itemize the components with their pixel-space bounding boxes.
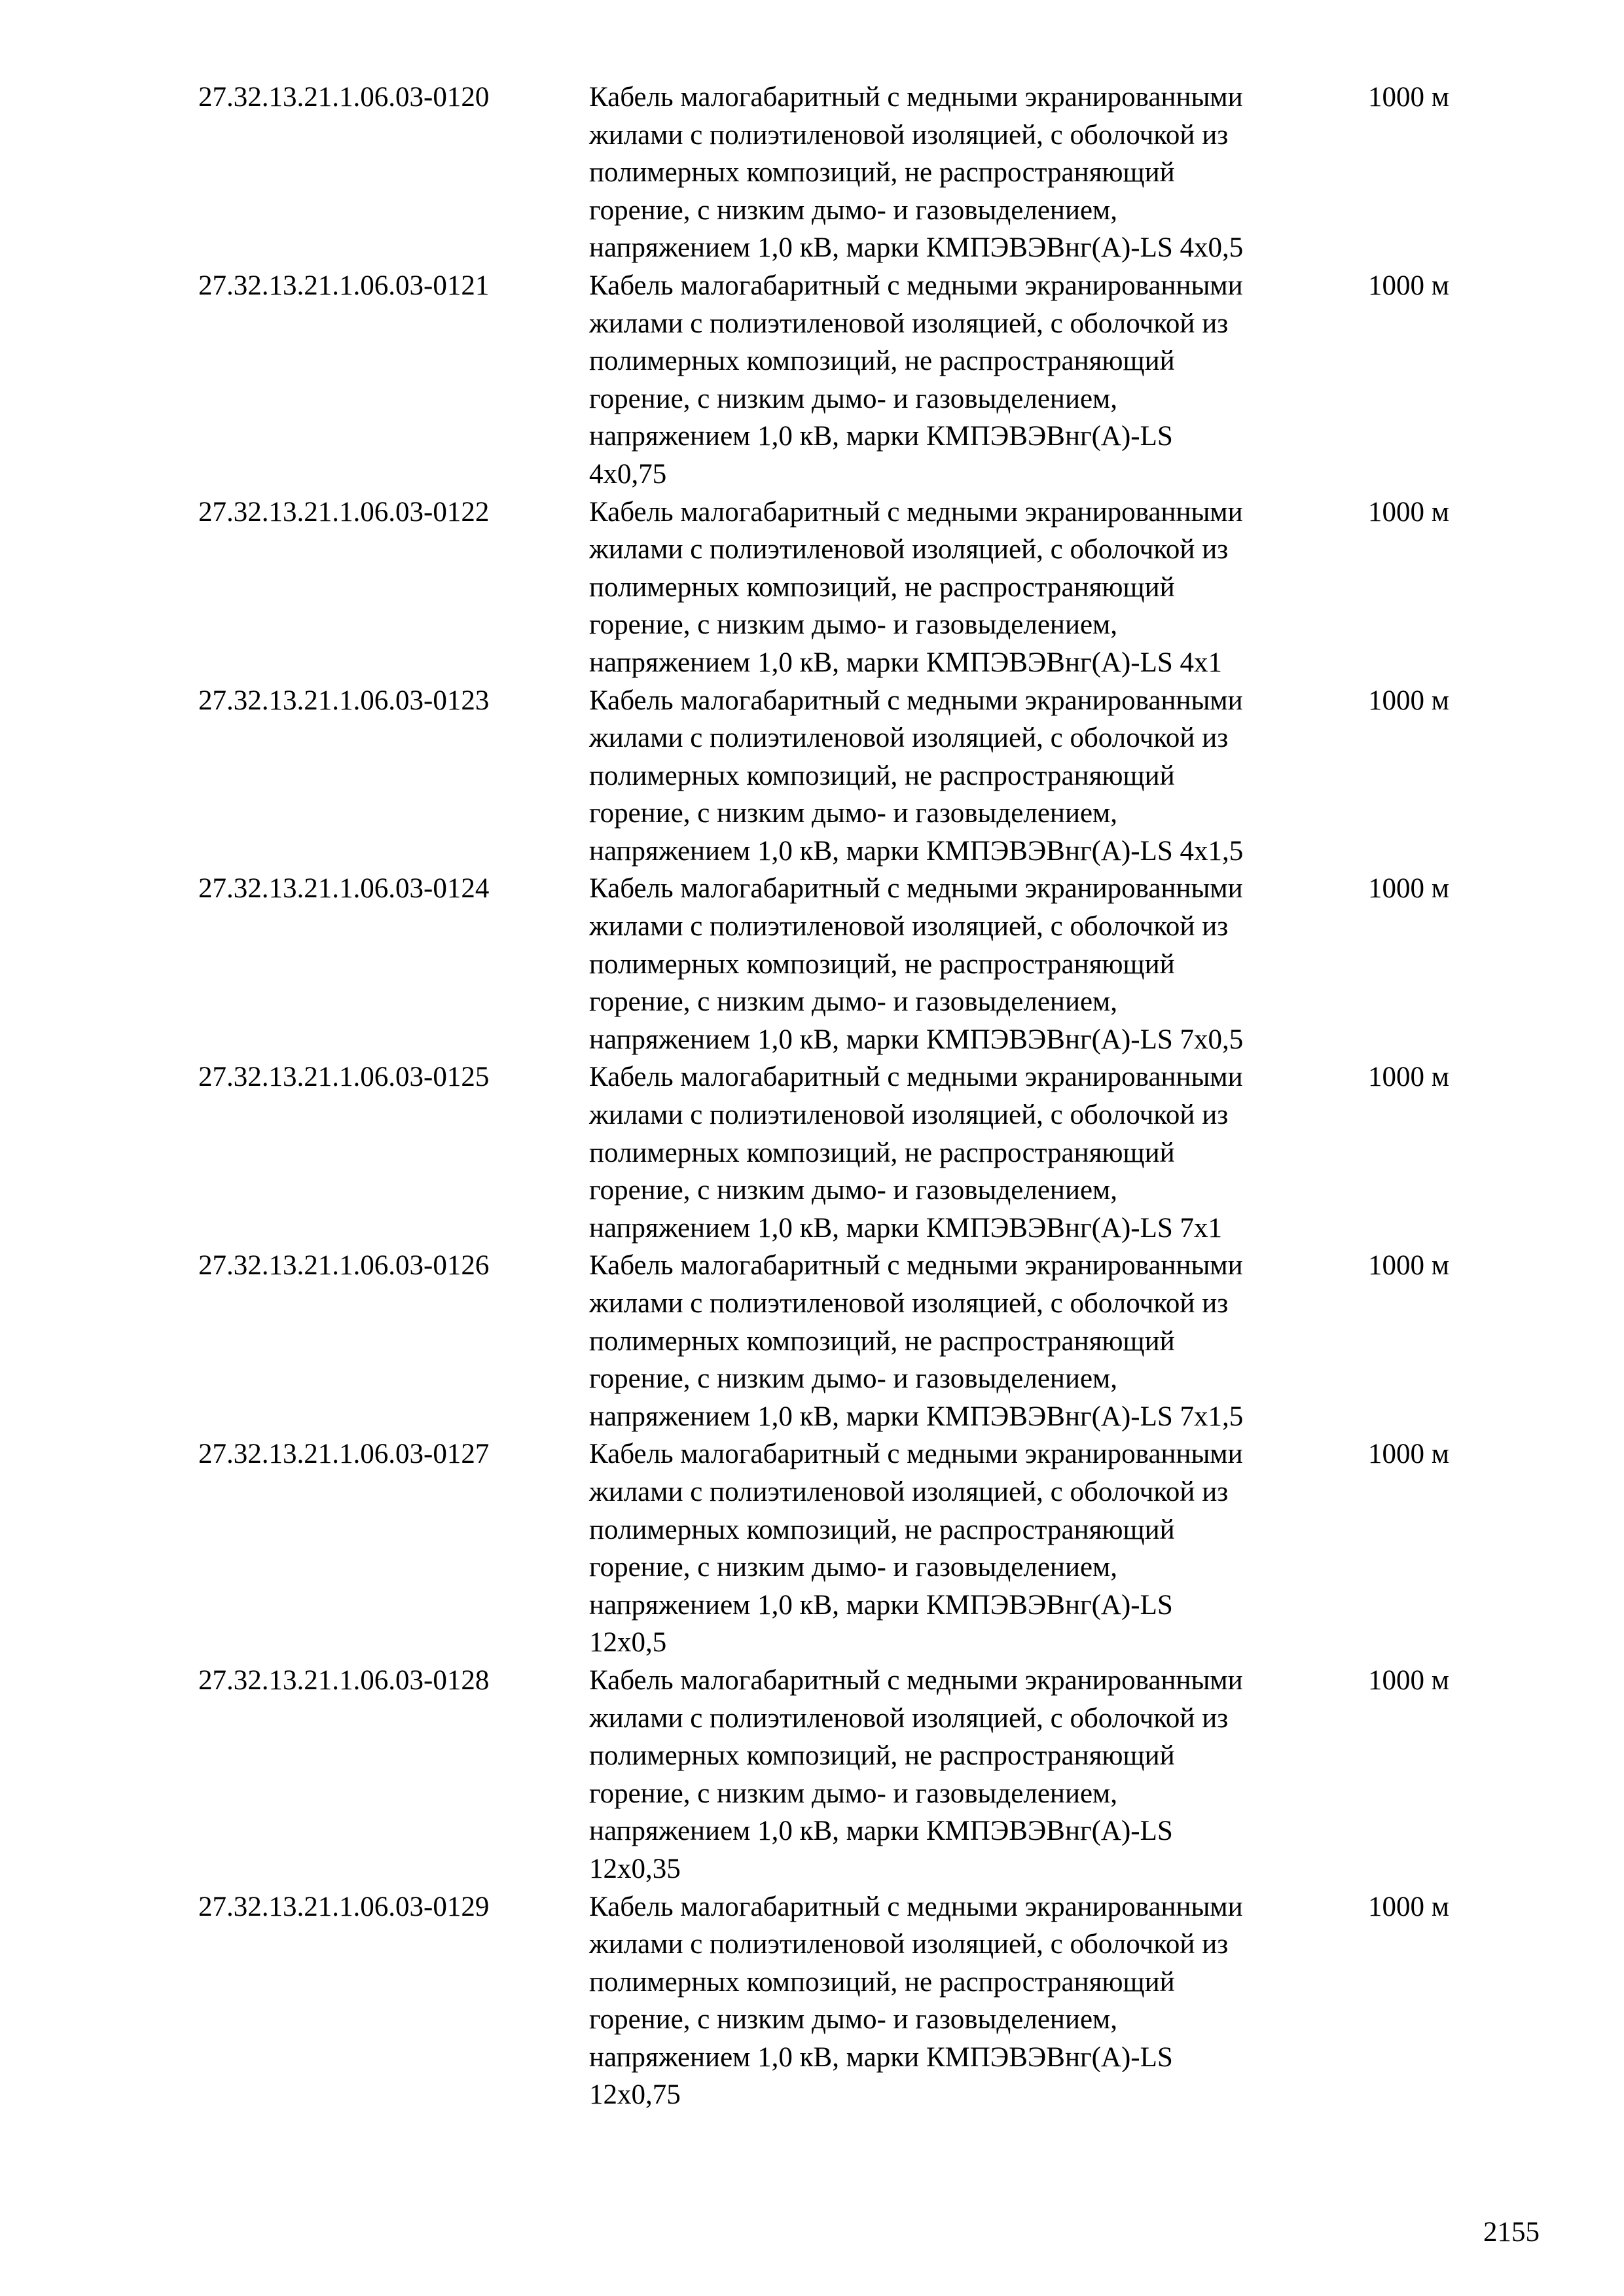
resource-code: 27.32.13.21.1.06.03-0124 bbox=[198, 873, 490, 905]
description-line: 12х0,75 bbox=[589, 2079, 681, 2111]
description-line: горение, с низким дымо- и газовыделением, bbox=[589, 2004, 1118, 2036]
resource-description bbox=[589, 1662, 1362, 1888]
description-line: полимерных композиций, не распространяющий bbox=[589, 571, 1175, 603]
description-line: напряжением 1,0 кВ, марки КМПЭВЭВнг(А)-LS 4х0,5 bbox=[589, 232, 1244, 264]
description-line: горение, с низким дымо- и газовыделением, bbox=[589, 1552, 1118, 1583]
resource-code: 27.32.13.21.1.06.03-0125 bbox=[198, 1062, 490, 1093]
description-line: полимерных композиций, не распространяющий bbox=[589, 157, 1175, 188]
resource-description bbox=[589, 267, 1362, 493]
description-line: горение, с низким дымо- и газовыделением, bbox=[589, 609, 1118, 641]
description-line: напряжением 1,0 кВ, марки КМПЭВЭВнг(А)-LS bbox=[589, 1589, 1173, 1621]
description-line: Кабель малогабаритный с медными экранированными bbox=[589, 270, 1243, 301]
description-line: горение, с низким дымо- и газовыделением, bbox=[589, 383, 1118, 414]
description-line: 12х0,5 bbox=[589, 1627, 667, 1659]
description-line: напряжением 1,0 кВ, марки КМПЭВЭВнг(А)-LS bbox=[589, 1816, 1173, 1847]
description-line: Кабель малогабаритный с медными экранированными bbox=[589, 1439, 1243, 1470]
description-line: полимерных композиций, не распространяющий bbox=[589, 1137, 1175, 1168]
description-line: жилами с полиэтиленовой изоляцией, с оболочкой из bbox=[589, 1929, 1229, 1960]
resource-entry bbox=[198, 79, 1481, 267]
description-line: горение, с низким дымо- и газовыделением, bbox=[589, 1778, 1118, 1809]
resource-description bbox=[589, 682, 1362, 870]
description-line: жилами с полиэтиленовой изоляцией, с оболочкой из bbox=[589, 1476, 1229, 1507]
description-line: 12х0,35 bbox=[589, 1853, 681, 1884]
description-line: полимерных композиций, не распространяющий bbox=[589, 1966, 1175, 1998]
description-line: Кабель малогабаритный с медными экранированными bbox=[589, 873, 1243, 905]
description-line: полимерных композиций, не распространяющий bbox=[589, 1325, 1175, 1357]
resource-unit: 1000 м bbox=[1368, 1439, 1449, 1470]
resource-entry bbox=[198, 1247, 1481, 1435]
description-line: жилами с полиэтиленовой изоляцией, с оболочкой из bbox=[589, 1100, 1229, 1131]
resource-description bbox=[589, 1888, 1362, 2115]
resource-description bbox=[589, 493, 1362, 682]
resource-entry bbox=[198, 1058, 1481, 1247]
description-line: напряжением 1,0 кВ, марки КМПЭВЭВнг(А)-LS 4х1 bbox=[589, 647, 1223, 678]
resource-unit: 1000 м bbox=[1368, 1250, 1449, 1282]
resource-code: 27.32.13.21.1.06.03-0129 bbox=[198, 1891, 490, 1922]
description-line: жилами с полиэтиленовой изоляцией, с оболочкой из bbox=[589, 723, 1229, 754]
resource-entry bbox=[198, 682, 1481, 870]
description-line: горение, с низким дымо- и газовыделением, bbox=[589, 1175, 1118, 1206]
resource-description bbox=[589, 870, 1362, 1058]
resource-entry bbox=[198, 493, 1481, 682]
resource-code: 27.32.13.21.1.06.03-0121 bbox=[198, 270, 490, 301]
description-line: жилами с полиэтиленовой изоляцией, с оболочкой из bbox=[589, 1288, 1229, 1319]
resource-entry bbox=[198, 1662, 1481, 1888]
resource-description bbox=[589, 79, 1362, 267]
description-line: полимерных композиций, не распространяющий bbox=[589, 1514, 1175, 1545]
description-line: жилами с полиэтиленовой изоляцией, с оболочкой из bbox=[589, 1702, 1229, 1734]
resource-unit: 1000 м bbox=[1368, 1664, 1449, 1696]
resource-entry bbox=[198, 1435, 1481, 1662]
resource-code: 27.32.13.21.1.06.03-0128 bbox=[198, 1664, 490, 1696]
resource-entry bbox=[198, 1888, 1481, 2115]
resource-description bbox=[589, 1435, 1362, 1662]
description-line: Кабель малогабаритный с медными экранированными bbox=[589, 685, 1243, 716]
resource-unit: 1000 м bbox=[1368, 685, 1449, 716]
description-line: горение, с низким дымо- и газовыделением, bbox=[589, 194, 1118, 226]
page-number: 2155 bbox=[1483, 2217, 1540, 2248]
description-line: полимерных композиций, не распространяющий bbox=[589, 760, 1175, 791]
resource-unit: 1000 м bbox=[1368, 496, 1449, 528]
resource-unit: 1000 м bbox=[1368, 1062, 1449, 1093]
resource-unit: 1000 м bbox=[1368, 873, 1449, 905]
resource-code: 27.32.13.21.1.06.03-0126 bbox=[198, 1250, 490, 1282]
description-line: полимерных композиций, не распространяющий bbox=[589, 1740, 1175, 1772]
description-line: 4х0,75 bbox=[589, 458, 667, 490]
description-line: горение, с низким дымо- и газовыделением, bbox=[589, 986, 1118, 1018]
resource-entry bbox=[198, 267, 1481, 493]
description-line: Кабель малогабаритный с медными экранированными bbox=[589, 82, 1243, 113]
resource-unit: 1000 м bbox=[1368, 270, 1449, 301]
resource-code: 27.32.13.21.1.06.03-0127 bbox=[198, 1439, 490, 1470]
description-line: Кабель малогабаритный с медными экранированными bbox=[589, 1250, 1243, 1282]
description-line: жилами с полиэтиленовой изоляцией, с оболочкой из bbox=[589, 534, 1229, 565]
description-line: полимерных композиций, не распространяющий bbox=[589, 948, 1175, 980]
resource-unit: 1000 м bbox=[1368, 82, 1449, 113]
description-line: горение, с низким дымо- и газовыделением, bbox=[589, 1363, 1118, 1395]
description-line: горение, с низким дымо- и газовыделением, bbox=[589, 798, 1118, 829]
description-line: жилами с полиэтиленовой изоляцией, с оболочкой из bbox=[589, 911, 1229, 942]
description-line: напряжением 1,0 кВ, марки КМПЭВЭВнг(А)-LS 7х1 bbox=[589, 1212, 1223, 1244]
description-line: Кабель малогабаритный с медными экранированными bbox=[589, 1062, 1243, 1093]
description-line: Кабель малогабаритный с медными экранированными bbox=[589, 496, 1243, 528]
resource-description bbox=[589, 1247, 1362, 1435]
description-line: Кабель малогабаритный с медными экранированными bbox=[589, 1891, 1243, 1922]
description-line: напряжением 1,0 кВ, марки КМПЭВЭВнг(А)-LS 7х0,5 bbox=[589, 1024, 1244, 1055]
description-line: напряжением 1,0 кВ, марки КМПЭВЭВнг(А)-LS bbox=[589, 2041, 1173, 2073]
resource-entry bbox=[198, 870, 1481, 1058]
resource-code: 27.32.13.21.1.06.03-0123 bbox=[198, 685, 490, 716]
resource-list bbox=[198, 79, 1481, 2114]
description-line: Кабель малогабаритный с медными экранированными bbox=[589, 1664, 1243, 1696]
description-line: полимерных композиций, не распространяющий bbox=[589, 346, 1175, 377]
resource-description bbox=[589, 1058, 1362, 1247]
description-line: жилами с полиэтиленовой изоляцией, с оболочкой из bbox=[589, 308, 1229, 339]
resource-code: 27.32.13.21.1.06.03-0120 bbox=[198, 82, 490, 113]
description-line: напряжением 1,0 кВ, марки КМПЭВЭВнг(А)-LS bbox=[589, 421, 1173, 452]
description-line: напряжением 1,0 кВ, марки КМПЭВЭВнг(А)-LS 4х1,5 bbox=[589, 835, 1244, 867]
description-line: жилами с полиэтиленовой изоляцией, с оболочкой из bbox=[589, 119, 1229, 151]
description-line: напряжением 1,0 кВ, марки КМПЭВЭВнг(А)-LS 7х1,5 bbox=[589, 1401, 1244, 1432]
resource-code: 27.32.13.21.1.06.03-0122 bbox=[198, 496, 490, 528]
resource-unit: 1000 м bbox=[1368, 1891, 1449, 1922]
